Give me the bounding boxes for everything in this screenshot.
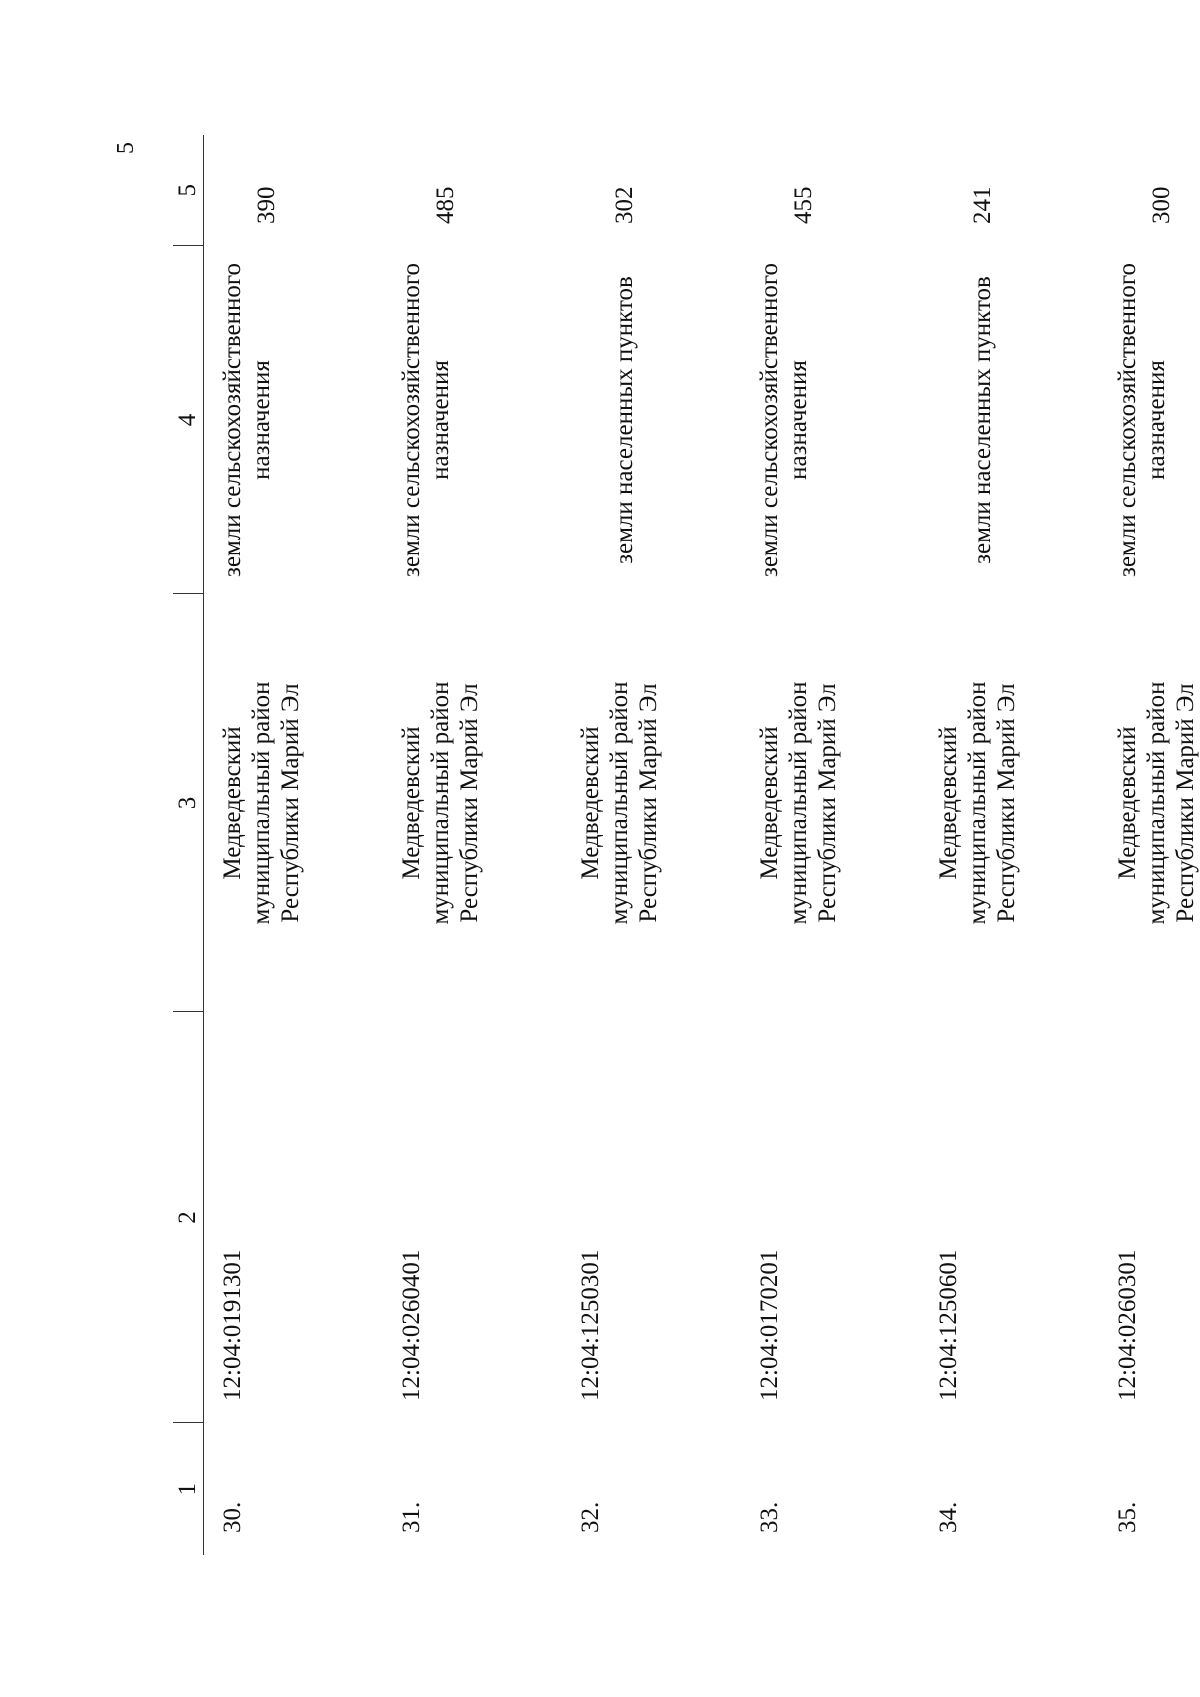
cadastral-number: 12:04:0170201 <box>756 1249 783 1401</box>
land-category <box>383 246 562 594</box>
page-number: 5 <box>113 142 139 154</box>
table-row <box>741 135 920 1555</box>
municipality <box>562 594 741 1012</box>
municipality-line: Республики Марий Эл <box>277 683 304 923</box>
municipality-line: Республики Марий Эл <box>814 683 841 923</box>
municipality-line: муниципальный район <box>964 681 991 925</box>
category-line: назначения <box>427 360 454 480</box>
municipality-line: Республики Марий Эл <box>456 683 483 923</box>
land-plots-table <box>173 135 1200 1555</box>
area-value: 485 <box>432 186 459 224</box>
municipality <box>383 594 562 1012</box>
municipality <box>204 594 384 1012</box>
cadastral-number: 12:04:0260401 <box>398 1249 425 1401</box>
municipality <box>1099 594 1200 1012</box>
area-value: 302 <box>611 186 638 224</box>
category-line: земли населенных пунктов <box>969 276 996 564</box>
municipality-line: Медведевский <box>398 726 425 880</box>
category-line: земли сельскохозяйственного <box>756 262 783 578</box>
land-category <box>204 246 384 594</box>
category-line: земли населенных пунктов <box>611 276 638 564</box>
municipality-line: Республики Марий Эл <box>635 683 662 923</box>
category-line: земли сельскохозяйственного <box>398 262 425 578</box>
category-line: земли сельскохозяйственного <box>219 262 246 578</box>
table-row <box>383 135 562 1555</box>
municipality-line: муниципальный район <box>427 681 454 925</box>
municipality-line: Республики Марий Эл <box>993 683 1020 923</box>
cadastral-number: 12:04:1250301 <box>577 1249 604 1401</box>
municipality-line: Медведевский <box>577 726 604 880</box>
row-number: 32. <box>577 1501 604 1533</box>
column-header: 3 <box>173 594 204 1012</box>
category-line: назначения <box>248 360 275 480</box>
row-number: 31. <box>398 1501 425 1533</box>
municipality-line: муниципальный район <box>248 681 275 925</box>
municipality <box>741 594 920 1012</box>
row-number: 33. <box>756 1501 783 1533</box>
table-row <box>562 135 741 1555</box>
category-line: назначения <box>785 360 812 480</box>
area-value: 241 <box>969 186 996 224</box>
municipality-line: муниципальный район <box>606 681 633 925</box>
table-row <box>920 135 1099 1555</box>
row-number: 35. <box>1114 1501 1141 1533</box>
cadastral-number: 12:04:0191301 <box>219 1249 246 1401</box>
column-header: 5 <box>173 135 204 246</box>
municipality-line: Медведевский <box>219 726 246 880</box>
municipality-line: Медведевский <box>935 726 962 880</box>
land-category <box>741 246 920 594</box>
cadastral-number: 12:04:1250601 <box>935 1249 962 1401</box>
column-header: 1 <box>173 1423 204 1555</box>
municipality-line: муниципальный район <box>785 681 812 925</box>
municipality-line: муниципальный район <box>1143 681 1170 925</box>
table-row <box>204 135 384 1555</box>
land-category <box>1099 246 1200 594</box>
row-number: 34. <box>935 1501 962 1533</box>
area-value: 390 <box>253 186 280 224</box>
table-row <box>1099 135 1200 1555</box>
municipality-line: Медведевский <box>756 726 783 880</box>
category-line: земли сельскохозяйственного <box>1114 262 1141 578</box>
table-header-row <box>173 135 204 1555</box>
rotated-table-container <box>173 135 1199 1555</box>
cadastral-number: 12:04:0260301 <box>1114 1249 1141 1401</box>
area-value: 300 <box>1148 186 1175 224</box>
municipality <box>920 594 1099 1012</box>
column-header: 2 <box>173 1012 204 1423</box>
land-category <box>920 246 1099 594</box>
row-number: 30. <box>219 1501 246 1533</box>
land-category <box>562 246 741 594</box>
column-header: 4 <box>173 246 204 594</box>
municipality-line: Республики Марий Эл <box>1172 683 1199 923</box>
municipality-line: Медведевский <box>1114 726 1141 880</box>
category-line: назначения <box>1143 360 1170 480</box>
area-value: 455 <box>790 186 817 224</box>
